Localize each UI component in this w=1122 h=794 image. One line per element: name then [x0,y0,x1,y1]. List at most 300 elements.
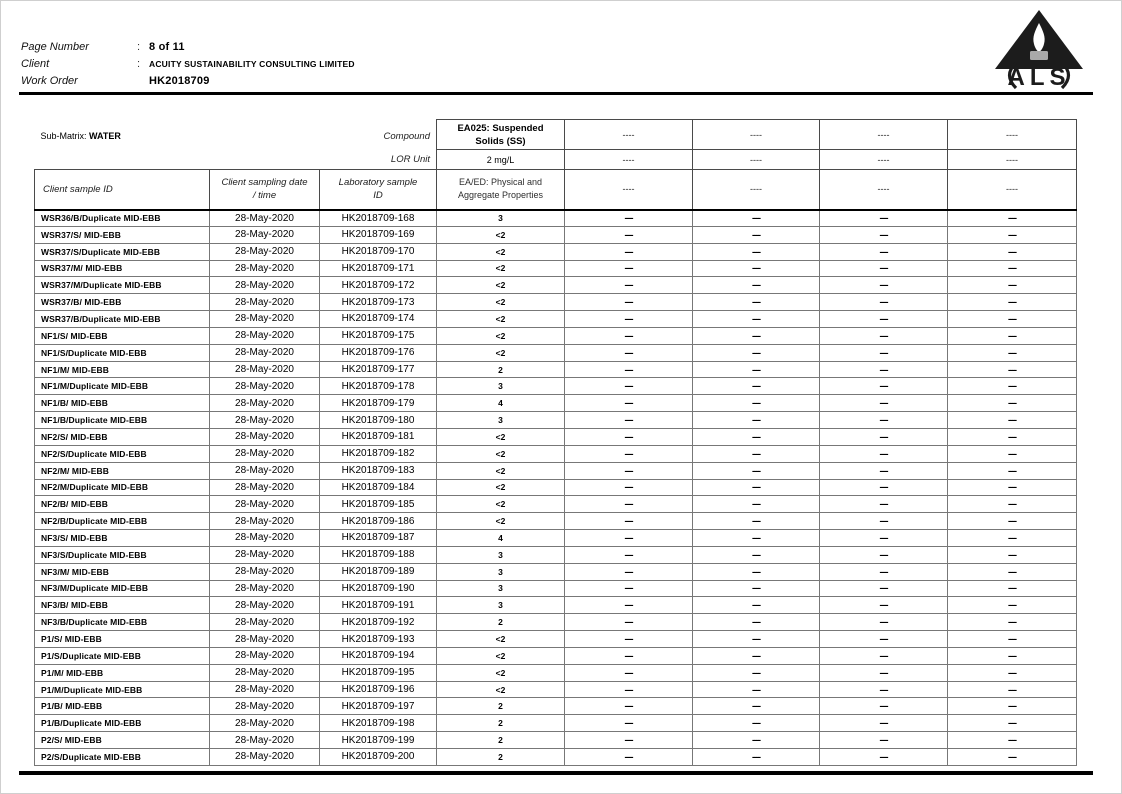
sampling-date-cell: 28-May-2020 [210,681,320,698]
no-result-dash-cell: ---- [820,226,948,243]
no-result-dash-cell: ---- [565,294,693,311]
sampling-date-cell: 28-May-2020 [210,462,320,479]
no-result-dash-cell: ---- [565,597,693,614]
sampling-date-cell: 28-May-2020 [210,563,320,580]
no-result-dash-cell: ---- [565,681,693,698]
sampling-date-cell: 28-May-2020 [210,395,320,412]
result-value-cell: 2 [437,361,565,378]
work-order-label: Work Order [21,75,78,87]
table-row [35,462,1077,479]
sampling-date-cell: 28-May-2020 [210,614,320,631]
no-result-dash-cell: ---- [820,546,948,563]
sampling-date-cell: 28-May-2020 [210,597,320,614]
no-result-dash-cell: ---- [820,260,948,277]
compound-col-title: EA025: Suspended Solids (SS) [437,120,565,150]
lab-sample-id-cell: HK2018709-175 [320,327,437,344]
result-value-cell: 3 [437,546,565,563]
lab-sample-id-cell: HK2018709-169 [320,226,437,243]
sample-id-cell: NF2/M/Duplicate MID-EBB [35,479,210,496]
sample-id-cell: WSR36/B/Duplicate MID-EBB [35,210,210,227]
method-group-cell: ---- [948,170,1077,210]
table-row [35,395,1077,412]
sampling-date-cell: 28-May-2020 [210,294,320,311]
lab-sample-line1: Laboratory sample [338,177,418,189]
no-result-dash-cell: ---- [948,445,1077,462]
sample-id-cell: NF1/S/Duplicate MID-EBB [35,344,210,361]
result-value-cell: <2 [437,462,565,479]
lor-unit-value: ---- [693,150,820,170]
header-row-compound [35,120,1077,150]
result-value-cell: 3 [437,412,565,429]
no-result-dash-cell: ---- [565,311,693,328]
no-result-dash-cell: ---- [948,412,1077,429]
table-row [35,327,1077,344]
sampling-date-cell: 28-May-2020 [210,260,320,277]
no-result-dash-cell: ---- [565,428,693,445]
page-number-value: 8 of 11 [149,41,185,53]
lab-sample-id-cell: HK2018709-181 [320,428,437,445]
no-result-dash-cell: ---- [693,344,820,361]
sampling-date-cell: 28-May-2020 [210,546,320,563]
col-header-sampling-date [210,170,320,210]
sampling-date-line2: / time [252,190,277,202]
no-result-dash-cell: ---- [948,614,1077,631]
lab-sample-id-cell: HK2018709-177 [320,361,437,378]
lab-sample-id-cell: HK2018709-174 [320,311,437,328]
lab-sample-id-cell: HK2018709-199 [320,732,437,749]
no-result-dash-cell: ---- [693,715,820,732]
lab-sample-id-cell: HK2018709-185 [320,496,437,513]
no-result-dash-cell: ---- [693,361,820,378]
lab-sample-id-cell: HK2018709-198 [320,715,437,732]
no-result-dash-cell: ---- [948,749,1077,766]
sample-id-cell: WSR37/S/ MID-EBB [35,226,210,243]
lab-sample-id-cell: HK2018709-194 [320,647,437,664]
result-value-cell: <2 [437,647,565,664]
meta-row-work-order [21,75,355,92]
no-result-dash-cell: ---- [948,479,1077,496]
table-row [35,698,1077,715]
no-result-dash-cell: ---- [820,294,948,311]
table-row [35,428,1077,445]
result-value-cell: <2 [437,294,565,311]
no-result-dash-cell: ---- [820,210,948,227]
no-result-dash-cell: ---- [693,698,820,715]
no-result-dash-cell: ---- [565,631,693,648]
sampling-date-cell: 28-May-2020 [210,428,320,445]
sample-id-cell: P1/M/ MID-EBB [35,664,210,681]
result-value-cell: <2 [437,277,565,294]
no-result-dash-cell: ---- [948,311,1077,328]
lab-sample-id-cell: HK2018709-176 [320,344,437,361]
result-value-cell: <2 [437,445,565,462]
no-result-dash-cell: ---- [820,395,948,412]
sample-id-cell: NF2/B/ MID-EBB [35,496,210,513]
sample-id-cell: NF1/B/Duplicate MID-EBB [35,412,210,429]
result-value-cell: 3 [437,563,565,580]
no-result-dash-cell: ---- [948,530,1077,547]
no-result-dash-cell: ---- [948,563,1077,580]
als-logo-graphic [986,7,1092,91]
lab-sample-line2: ID [373,190,383,202]
work-order-value: HK2018709 [149,75,210,87]
no-result-dash-cell: ---- [565,344,693,361]
result-value-cell: <2 [437,664,565,681]
lab-sample-id-cell: HK2018709-173 [320,294,437,311]
table-row [35,445,1077,462]
table-row [35,361,1077,378]
lab-sample-id-cell: HK2018709-178 [320,378,437,395]
lab-sample-id-cell: HK2018709-193 [320,631,437,648]
no-result-dash-cell: ---- [565,563,693,580]
result-value-cell: <2 [437,496,565,513]
sampling-date-cell: 28-May-2020 [210,311,320,328]
sampling-date-cell: 28-May-2020 [210,479,320,496]
sampling-date-cell: 28-May-2020 [210,378,320,395]
sample-id-cell: WSR37/M/ MID-EBB [35,260,210,277]
sampling-date-cell: 28-May-2020 [210,530,320,547]
no-result-dash-cell: ---- [820,277,948,294]
lab-sample-id-cell: HK2018709-188 [320,546,437,563]
result-value-cell: <2 [437,311,565,328]
no-result-dash-cell: ---- [565,479,693,496]
table-row [35,530,1077,547]
no-result-dash-cell: ---- [693,277,820,294]
lab-sample-id-cell: HK2018709-168 [320,210,437,227]
no-result-dash-cell: ---- [948,631,1077,648]
sample-id-cell: NF3/B/Duplicate MID-EBB [35,614,210,631]
no-result-dash-cell: ---- [565,698,693,715]
table-row [35,664,1077,681]
table-row [35,597,1077,614]
sampling-date-cell: 28-May-2020 [210,749,320,766]
compound-col-title: ---- [820,120,948,150]
sample-id-cell: NF1/M/Duplicate MID-EBB [35,378,210,395]
no-result-dash-cell: ---- [820,597,948,614]
table-row [35,378,1077,395]
meta-row-page-number [21,41,355,58]
sampling-date-cell: 28-May-2020 [210,226,320,243]
lab-sample-id-cell: HK2018709-189 [320,563,437,580]
no-result-dash-cell: ---- [693,530,820,547]
result-value-cell: 3 [437,597,565,614]
sample-id-cell: WSR37/M/Duplicate MID-EBB [35,277,210,294]
sampling-date-cell: 28-May-2020 [210,698,320,715]
sample-id-cell: NF3/M/ MID-EBB [35,563,210,580]
no-result-dash-cell: ---- [948,597,1077,614]
no-result-dash-cell: ---- [820,698,948,715]
method-group-cell: ---- [693,170,820,210]
no-result-dash-cell: ---- [565,715,693,732]
sampling-date-cell: 28-May-2020 [210,210,320,227]
no-result-dash-cell: ---- [693,732,820,749]
no-result-dash-cell: ---- [820,563,948,580]
no-result-dash-cell: ---- [820,749,948,766]
table-row [35,277,1077,294]
lab-sample-id-cell: HK2018709-186 [320,513,437,530]
no-result-dash-cell: ---- [565,496,693,513]
table-row [35,715,1077,732]
result-value-cell: <2 [437,631,565,648]
no-result-dash-cell: ---- [820,664,948,681]
meta-colon: : [137,58,141,70]
no-result-dash-cell: ---- [820,513,948,530]
no-result-dash-cell: ---- [693,647,820,664]
table-row [35,513,1077,530]
no-result-dash-cell: ---- [948,546,1077,563]
sampling-date-cell: 28-May-2020 [210,412,320,429]
compound-col-title: ---- [693,120,820,150]
no-result-dash-cell: ---- [693,496,820,513]
result-value-cell: <2 [437,344,565,361]
sampling-date-cell: 28-May-2020 [210,580,320,597]
sampling-date-cell: 28-May-2020 [210,664,320,681]
method-group-cell: EA/ED: Physical and Aggregate Properties [437,170,565,210]
no-result-dash-cell: ---- [948,378,1077,395]
result-value-cell: <2 [437,479,565,496]
no-result-dash-cell: ---- [693,597,820,614]
header-row-lor-unit [35,150,1077,170]
table-row [35,311,1077,328]
lab-sample-id-cell: HK2018709-200 [320,749,437,766]
lab-sample-id-cell: HK2018709-187 [320,530,437,547]
lab-sample-id-cell: HK2018709-192 [320,614,437,631]
no-result-dash-cell: ---- [565,243,693,260]
method-group-cell: ---- [565,170,693,210]
no-result-dash-cell: ---- [565,664,693,681]
no-result-dash-cell: ---- [693,243,820,260]
client-value: ACUITY SUSTAINABILITY CONSULTING LIMITED [149,59,355,69]
sample-id-cell: P2/S/ MID-EBB [35,732,210,749]
no-result-dash-cell: ---- [948,260,1077,277]
table-row [35,210,1077,227]
no-result-dash-cell: ---- [820,631,948,648]
no-result-dash-cell: ---- [948,715,1077,732]
table-row [35,681,1077,698]
no-result-dash-cell: ---- [565,546,693,563]
lab-sample-id-cell: HK2018709-196 [320,681,437,698]
no-result-dash-cell: ---- [693,681,820,698]
no-result-dash-cell: ---- [820,496,948,513]
lab-sample-id-cell: HK2018709-170 [320,243,437,260]
lab-sample-id-cell: HK2018709-190 [320,580,437,597]
no-result-dash-cell: ---- [693,631,820,648]
result-value-cell: 4 [437,530,565,547]
sampling-date-cell: 28-May-2020 [210,327,320,344]
table-row [35,243,1077,260]
no-result-dash-cell: ---- [693,260,820,277]
sample-table-body [35,210,1077,766]
als-logo-text: ALS [1007,64,1071,91]
no-result-dash-cell: ---- [565,260,693,277]
no-result-dash-cell: ---- [948,277,1077,294]
page-number-label: Page Number [21,41,89,53]
no-result-dash-cell: ---- [948,428,1077,445]
sample-id-cell: NF2/M/ MID-EBB [35,462,210,479]
compound-col-title: ---- [565,120,693,150]
sample-id-cell: NF1/B/ MID-EBB [35,395,210,412]
no-result-dash-cell: ---- [693,294,820,311]
no-result-dash-cell: ---- [948,294,1077,311]
no-result-dash-cell: ---- [948,210,1077,227]
no-result-dash-cell: ---- [948,395,1077,412]
sampling-date-cell: 28-May-2020 [210,513,320,530]
no-result-dash-cell: ---- [565,530,693,547]
table-row [35,226,1077,243]
sub-matrix-value: WATER [89,131,121,141]
lor-unit-value: 2 mg/L [437,150,565,170]
lor-unit-value: ---- [948,150,1077,170]
als-burner-icon [1030,51,1048,60]
no-result-dash-cell: ---- [693,445,820,462]
table-row [35,563,1077,580]
table-row [35,580,1077,597]
no-result-dash-cell: ---- [693,513,820,530]
no-result-dash-cell: ---- [820,732,948,749]
no-result-dash-cell: ---- [820,327,948,344]
no-result-dash-cell: ---- [948,226,1077,243]
no-result-dash-cell: ---- [820,715,948,732]
no-result-dash-cell: ---- [565,210,693,227]
table-row [35,412,1077,429]
sample-id-cell: NF3/M/Duplicate MID-EBB [35,580,210,597]
sample-id-cell: NF2/S/Duplicate MID-EBB [35,445,210,462]
no-result-dash-cell: ---- [565,513,693,530]
sample-id-cell: WSR37/B/Duplicate MID-EBB [35,311,210,328]
compound-label: Compound [383,131,430,142]
sample-id-cell: NF3/S/Duplicate MID-EBB [35,546,210,563]
no-result-dash-cell: ---- [820,445,948,462]
col-header-lab-sample-id [320,170,437,210]
result-value-cell: 4 [437,395,565,412]
sampling-date-cell: 28-May-2020 [210,243,320,260]
result-value-cell: <2 [437,243,565,260]
lab-sample-id-cell: HK2018709-197 [320,698,437,715]
result-value-cell: 3 [437,580,565,597]
no-result-dash-cell: ---- [948,496,1077,513]
lab-sample-id-cell: HK2018709-184 [320,479,437,496]
no-result-dash-cell: ---- [948,698,1077,715]
sample-id-cell: WSR37/B/ MID-EBB [35,294,210,311]
table-row [35,479,1077,496]
sample-id-cell: NF3/B/ MID-EBB [35,597,210,614]
result-value-cell: 3 [437,210,565,227]
no-result-dash-cell: ---- [948,243,1077,260]
als-logo [986,7,1092,91]
sample-id-cell: P1/B/Duplicate MID-EBB [35,715,210,732]
sampling-date-cell: 28-May-2020 [210,715,320,732]
no-result-dash-cell: ---- [693,664,820,681]
no-result-dash-cell: ---- [565,614,693,631]
lor-unit-value: ---- [820,150,948,170]
lab-sample-id-cell: HK2018709-191 [320,597,437,614]
no-result-dash-cell: ---- [565,462,693,479]
no-result-dash-cell: ---- [565,395,693,412]
sampling-date-cell: 28-May-2020 [210,631,320,648]
no-result-dash-cell: ---- [693,210,820,227]
no-result-dash-cell: ---- [565,647,693,664]
no-result-dash-cell: ---- [565,327,693,344]
table-row [35,631,1077,648]
sample-id-cell: P1/S/ MID-EBB [35,631,210,648]
no-result-dash-cell: ---- [565,378,693,395]
table-row [35,749,1077,766]
sample-id-cell: P1/S/Duplicate MID-EBB [35,647,210,664]
no-result-dash-cell: ---- [565,445,693,462]
sub-matrix [41,131,121,141]
sample-id-cell: NF1/M/ MID-EBB [35,361,210,378]
no-result-dash-cell: ---- [693,580,820,597]
lab-sample-id-cell: HK2018709-182 [320,445,437,462]
no-result-dash-cell: ---- [565,412,693,429]
compound-col-title: ---- [948,120,1077,150]
sample-id-cell: NF2/S/ MID-EBB [35,428,210,445]
no-result-dash-cell: ---- [820,361,948,378]
no-result-dash-cell: ---- [565,749,693,766]
sample-id-cell: P2/S/Duplicate MID-EBB [35,749,210,766]
sample-id-cell: WSR37/S/Duplicate MID-EBB [35,243,210,260]
table-row [35,344,1077,361]
no-result-dash-cell: ---- [820,311,948,328]
sampling-date-cell: 28-May-2020 [210,732,320,749]
no-result-dash-cell: ---- [820,344,948,361]
table-row [35,546,1077,563]
result-value-cell: 2 [437,614,565,631]
no-result-dash-cell: ---- [948,361,1077,378]
no-result-dash-cell: ---- [820,647,948,664]
sampling-date-cell: 28-May-2020 [210,344,320,361]
result-value-cell: 2 [437,715,565,732]
no-result-dash-cell: ---- [693,327,820,344]
col-header-client-sample-id: Client sample ID [35,170,210,210]
lab-sample-id-cell: HK2018709-172 [320,277,437,294]
no-result-dash-cell: ---- [693,378,820,395]
table-row [35,260,1077,277]
result-value-cell: <2 [437,681,565,698]
sample-id-cell: NF3/S/ MID-EBB [35,530,210,547]
no-result-dash-cell: ---- [820,462,948,479]
result-value-cell: 3 [437,378,565,395]
lab-sample-id-cell: HK2018709-180 [320,412,437,429]
sampling-date-cell: 28-May-2020 [210,361,320,378]
method-group-cell: ---- [820,170,948,210]
sampling-date-cell: 28-May-2020 [210,496,320,513]
sub-matrix-and-compound [35,127,437,142]
no-result-dash-cell: ---- [565,580,693,597]
sampling-date-cell: 28-May-2020 [210,647,320,664]
page-meta [21,41,355,92]
results-table-wrap [34,119,1076,766]
table-row [35,294,1077,311]
table-row [35,496,1077,513]
no-result-dash-cell: ---- [693,614,820,631]
no-result-dash-cell: ---- [693,479,820,496]
sub-matrix-label: Sub-Matrix: [40,131,87,141]
table-row [35,614,1077,631]
client-label: Client [21,58,50,70]
no-result-dash-cell: ---- [693,462,820,479]
lor-unit-value: ---- [565,150,693,170]
header-row-columns [35,170,1077,210]
no-result-dash-cell: ---- [948,344,1077,361]
no-result-dash-cell: ---- [693,563,820,580]
sample-id-cell: NF1/S/ MID-EBB [35,327,210,344]
no-result-dash-cell: ---- [693,226,820,243]
no-result-dash-cell: ---- [820,412,948,429]
no-result-dash-cell: ---- [565,226,693,243]
no-result-dash-cell: ---- [565,277,693,294]
sample-id-cell: P1/M/Duplicate MID-EBB [35,681,210,698]
